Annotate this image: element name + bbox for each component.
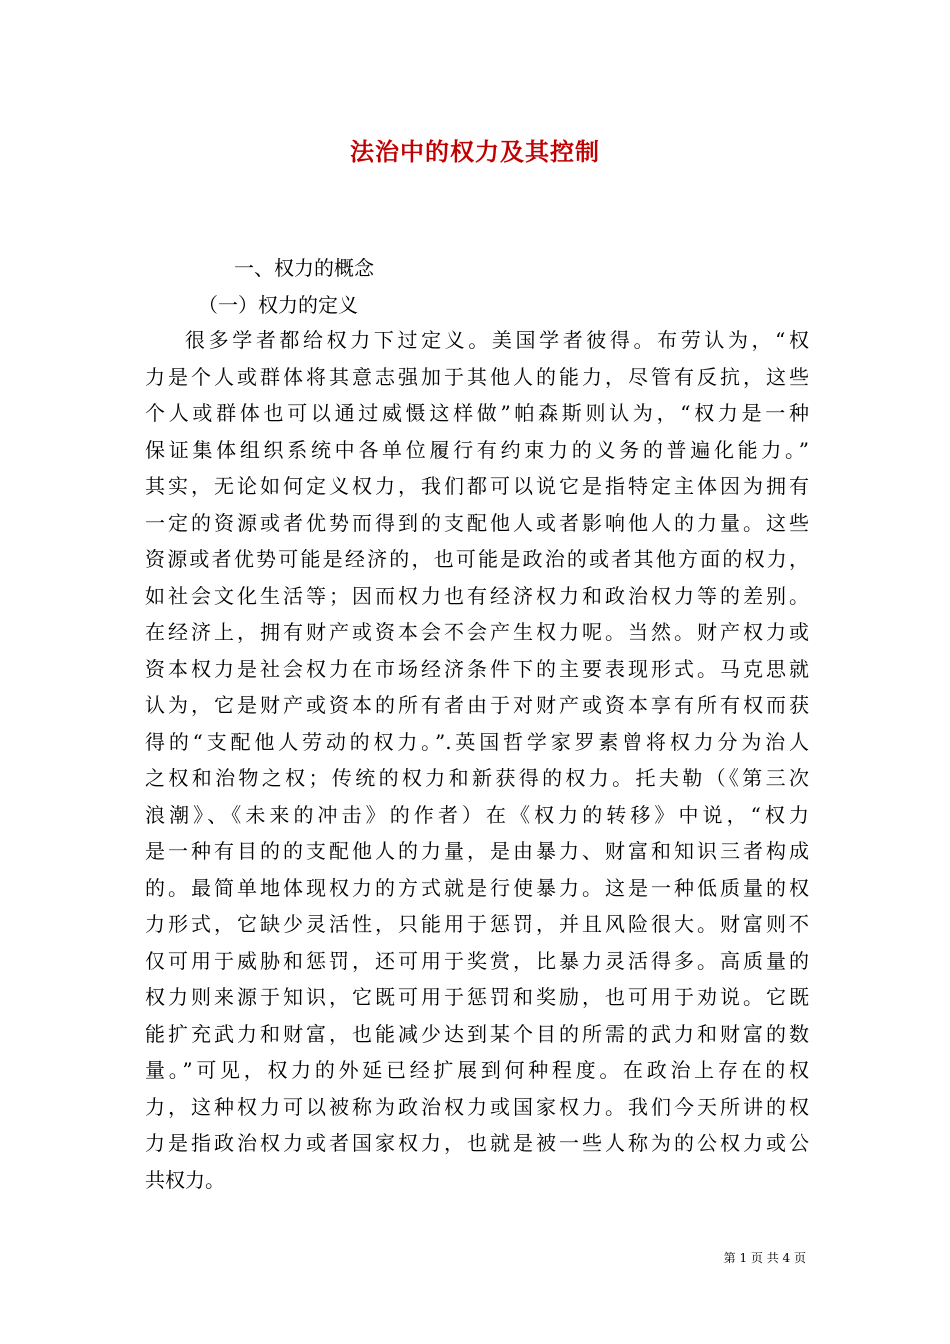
paragraph-line: 如社会文化生活等；因而权力也有经济权力和政治权力等的差别。 bbox=[145, 583, 809, 608]
document-title: 法治中的权力及其控制 bbox=[350, 137, 600, 166]
body-paragraph bbox=[145, 322, 809, 1198]
paragraph-line: 认为，它是财产或资本的所有者由于对财产或资本享有所有权而获 bbox=[145, 693, 809, 717]
section-heading: 一、权力的概念 bbox=[234, 256, 374, 280]
page-number-footer: 第 1 页 共 4 页 bbox=[723, 1251, 806, 1265]
paragraph-line: 力是个人或群体将其意志强加于其他人的能力，尽管有反抗，这些 bbox=[145, 364, 809, 389]
paragraph-line: 一定的资源或者优势而得到的支配他人或者影响他人的力量。这些 bbox=[145, 510, 809, 535]
paragraph-line: 能扩充武力和财富，也能减少达到某个目的所需的武力和财富的数 bbox=[145, 1021, 809, 1046]
subsection-heading: （一）权力的定义 bbox=[198, 293, 358, 317]
paragraph-line: 共权力。 bbox=[145, 1167, 225, 1192]
paragraph-line: 力是指政治权力或者国家权力，也就是被一些人称为的公权力或公 bbox=[145, 1131, 809, 1155]
paragraph-line: 仅可用于威胁和惩罚，还可用于奖赏，比暴力灵活得多。高质量的 bbox=[145, 948, 809, 973]
paragraph-line: 资本权力是社会权力在市场经济条件下的主要表现形式。马克思就 bbox=[145, 656, 809, 681]
paragraph-line: 得的“支配他人劳动的权力。”.英国哲学家罗素曾将权力分为治人 bbox=[145, 729, 809, 754]
paragraph-line: 保证集体组织系统中各单位履行有约束力的义务的普遍化能力。” bbox=[145, 437, 809, 462]
paragraph-line: 量。”可见，权力的外延已经扩展到何种程度。在政治上存在的权 bbox=[145, 1058, 809, 1082]
paragraph-line: 力形式，它缺少灵活性，只能用于惩罚，并且风险很大。财富则不 bbox=[145, 912, 809, 936]
paragraph-line: 个人或群体也可以通过威慑这样做”帕森斯则认为，“权力是一种 bbox=[145, 401, 809, 425]
paragraph-line: 是一种有目的的支配他人的力量，是由暴力、财富和知识三者构成 bbox=[145, 839, 809, 863]
paragraph-line: 资源或者优势可能是经济的，也可能是政治的或者其他方面的权力， bbox=[145, 547, 809, 571]
paragraph-line: 浪潮》、《未来的冲击》的作者）在《权力的转移》中说，“权力 bbox=[145, 802, 809, 827]
paragraph-line: 力，这种权力可以被称为政治权力或国家权力。我们今天所讲的权 bbox=[145, 1094, 809, 1119]
paragraph-line: 之权和治物之权；传统的权力和新获得的权力。托夫勒（《第三次 bbox=[145, 766, 809, 790]
paragraph-line: 权力则来源于知识，它既可用于惩罚和奖励，也可用于劝说。它既 bbox=[145, 985, 809, 1009]
paragraph-line: 在经济上，拥有财产或资本会不会产生权力呢。当然。财产权力或 bbox=[145, 620, 809, 644]
paragraph-line: 的。最简单地体现权力的方式就是行使暴力。这是一种低质量的权 bbox=[145, 875, 809, 900]
paragraph-line: 其实，无论如何定义权力，我们都可以说它是指特定主体因为拥有 bbox=[145, 474, 809, 498]
paragraph-line: 很多学者都给权力下过定义。美国学者彼得。布劳认为，“权 bbox=[185, 328, 809, 352]
